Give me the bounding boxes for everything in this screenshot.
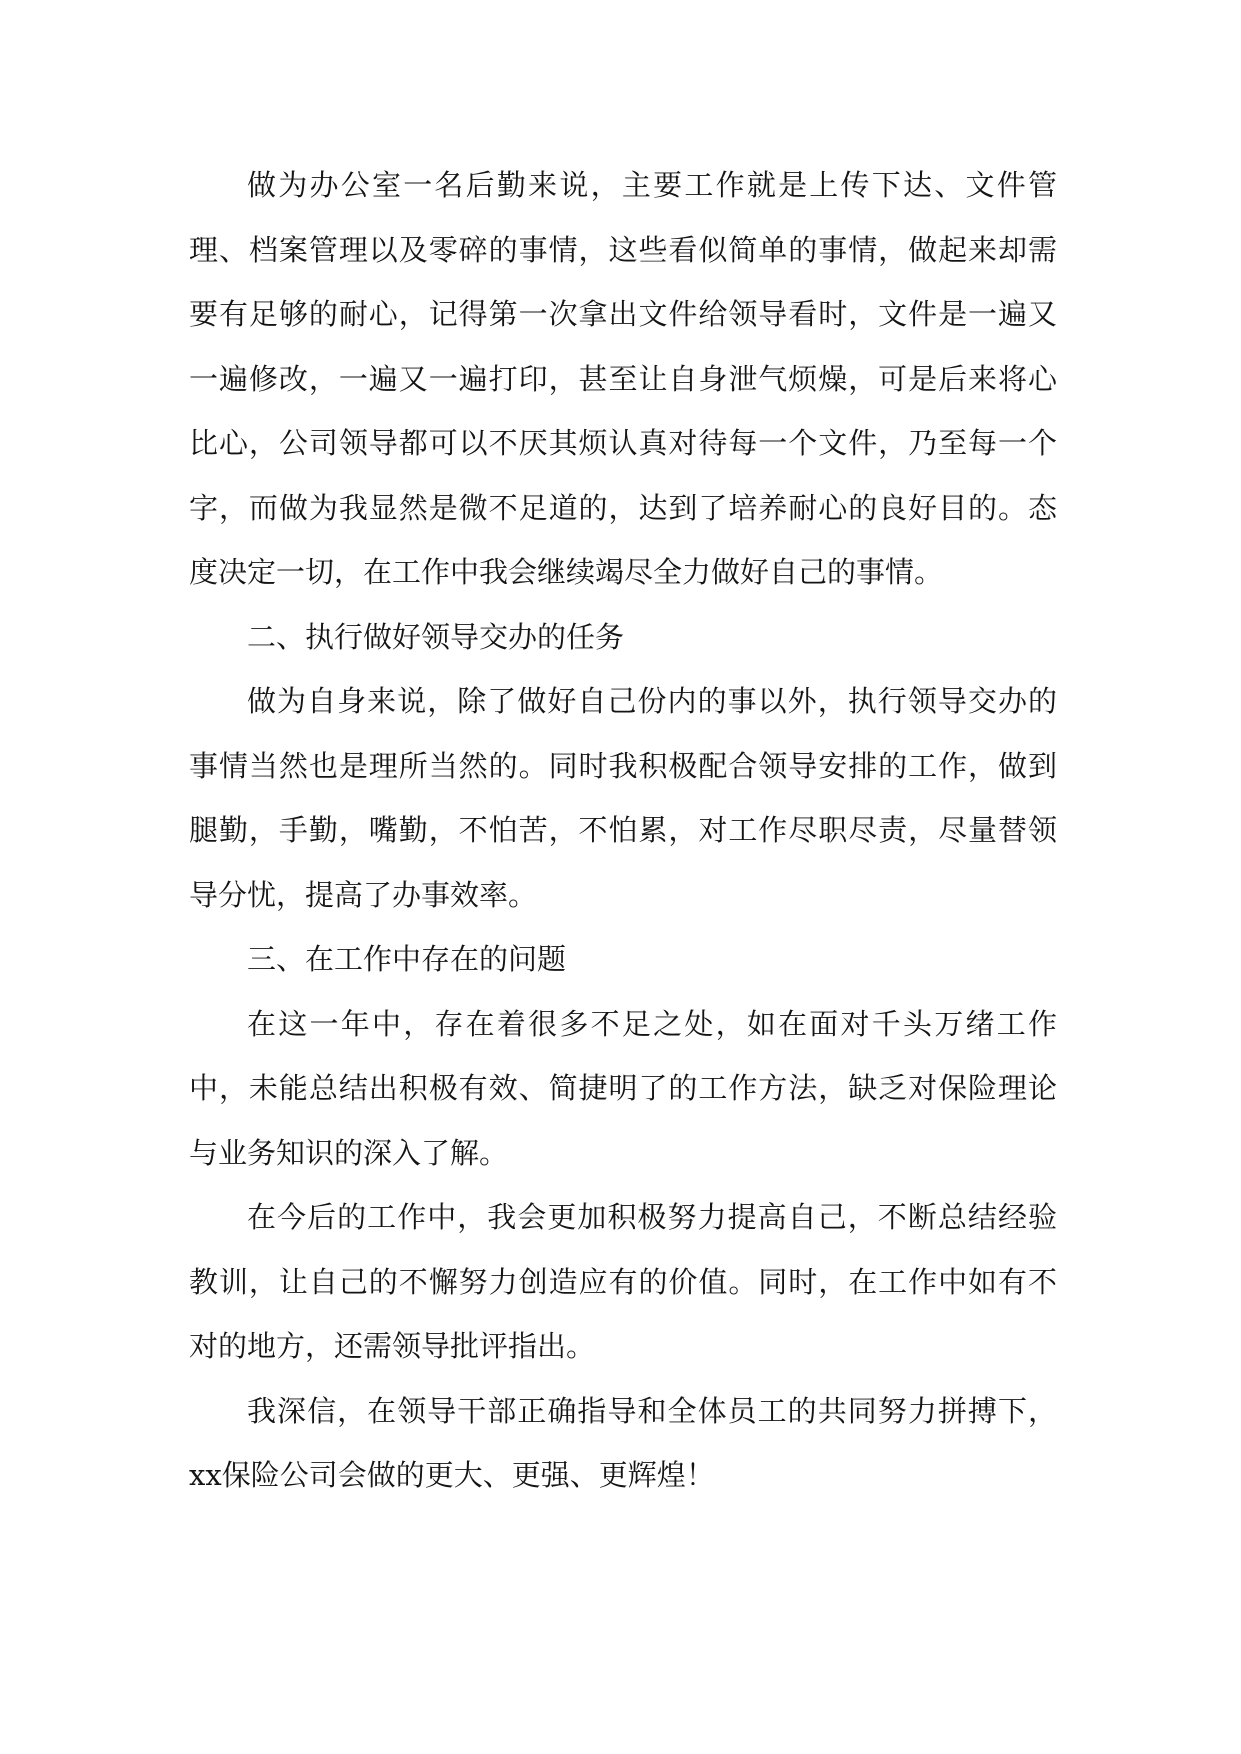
paragraph-office-logistics: 做为办公室一名后勤来说，主要工作就是上传下达、文件管理、档案管理以及零碎的事情，这些看似简单的事情，做起来却需要有足够的耐心，记得第一次拿出文件给领导看时，文件是一遍又一遍修改，一遍又一遍打印，甚至让自身泄气烦燥，可是后来将心比心，公司领导都可以不厌其烦认真对待每一个文件，乃至每一个字，而做为我显然是微不足道的，达到了培养耐心的良好目的。态度决定一切，在工作中我会继续竭尽全力做好自己的事情。 <box>189 168 1057 589</box>
paragraph-closing: 我深信，在领导干部正确指导和全体员工的共同努力拼搏下，xx保险公司会做的更大、更强、更辉煌！ <box>189 1393 1057 1492</box>
heading-section-three: 三、在工作中存在的问题 <box>247 942 567 976</box>
document-body <box>189 153 1057 1508</box>
paragraph-leader-tasks: 做为自身来说，除了做好自己份内的事以外，执行领导交办的事情当然也是理所当然的。同时我积极配合领导安排的工作，做到腿勤，手勤，嘴勤，不怕苦，不怕累，对工作尽职尽责，尽量替领导分忧，提高了办事效率。 <box>189 684 1057 912</box>
paragraph-future-work: 在今后的工作中，我会更加积极努力提高自己，不断总结经验教训，让自己的不懈努力创造应有的价值。同时，在工作中如有不对的地方，还需领导批评指出。 <box>189 1200 1057 1363</box>
heading-section-two: 二、执行做好领导交办的任务 <box>247 619 625 654</box>
paragraph-shortcomings: 在这一年中，存在着很多不足之处，如在面对千头万绪工作中，未能总结出积极有效、简捷明了的工作方法，缺乏对保险理论与业务知识的深入了解。 <box>189 1006 1057 1170</box>
